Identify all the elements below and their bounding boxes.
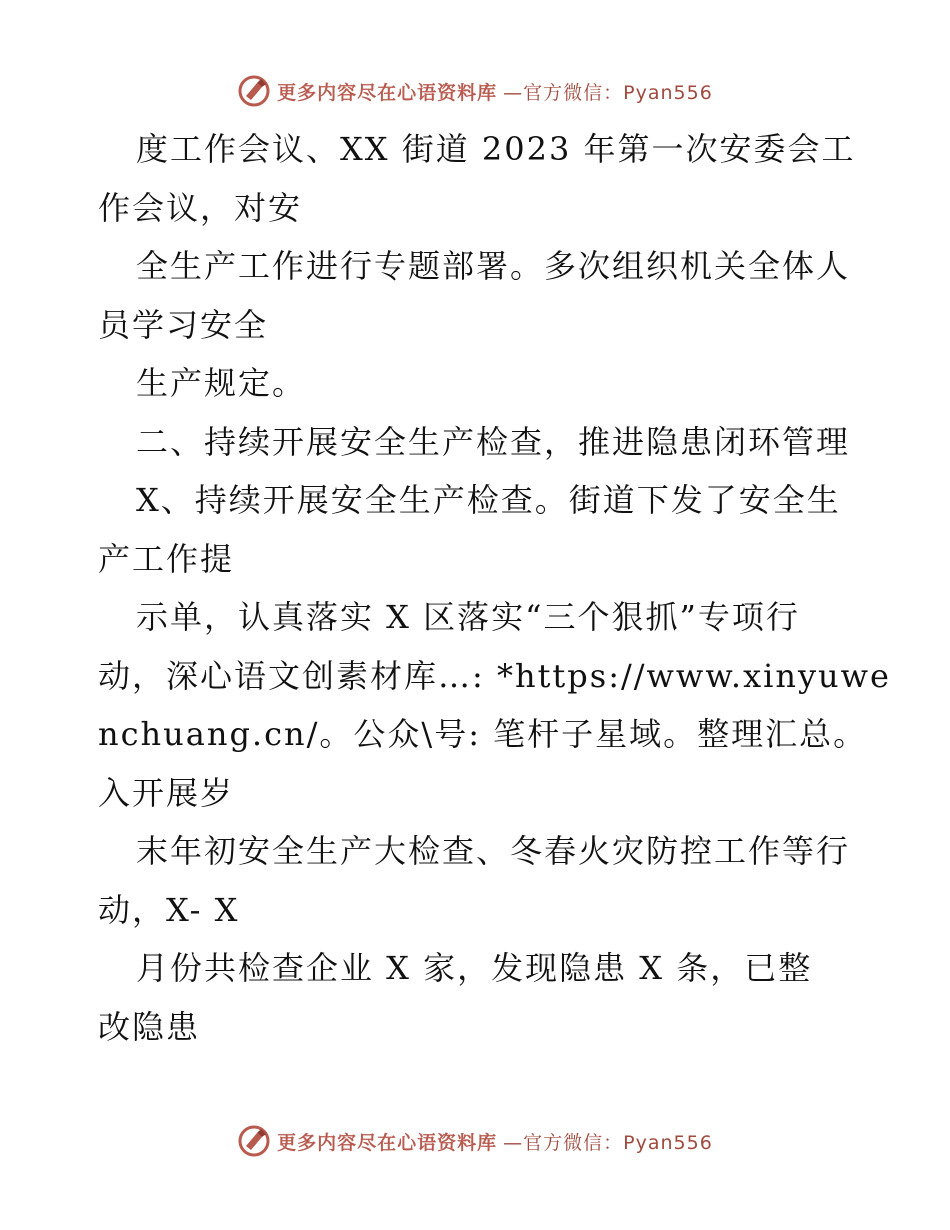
text-line: 示单，认真落实 X 区落实“三个狠抓”专项行 <box>136 598 800 636</box>
text-line: 作会议，对安 <box>98 188 303 227</box>
text-line: 动，X- X <box>98 890 240 929</box>
header-banner-wechat: —官方微信：Pyan556 <box>503 81 713 104</box>
document-body <box>98 120 891 1056</box>
text-line: 入开展岁 <box>98 773 235 812</box>
text-line: 生产规定。 <box>136 364 307 402</box>
text-line: 产工作提 <box>98 539 235 578</box>
text-line: 改隐患 <box>98 1007 201 1046</box>
header-banner-text: 更多内容尽在心语资料库 <box>277 81 498 104</box>
brand-logo-icon <box>237 74 271 108</box>
footer-banner-wechat: —官方微信：Pyan556 <box>503 1131 713 1154</box>
brand-logo-icon <box>237 1124 271 1158</box>
footer-banner-text: 更多内容尽在心语资料库 <box>277 1131 498 1154</box>
text-line: X、持续开展安全生产检查。街道下发了安全生 <box>136 481 841 519</box>
header-banner <box>0 74 950 108</box>
text-line: 全生产工作进行专题部署。多次组织机关全体人 <box>136 247 851 285</box>
footer-banner <box>0 1124 950 1158</box>
text-line: 度工作会议、XX 街道 2023 年第一次安委会工 <box>136 130 856 168</box>
text-line: 月份共检查企业 X 家，发现隐患 X 条，已整 <box>136 949 813 987</box>
text-line: 末年初安全生产大检查、冬春火灾防控工作等行 <box>136 832 851 870</box>
text-line: 员学习安全 <box>98 305 269 344</box>
section-heading: 二、持续开展安全生产检查，推进隐患闭环管理 <box>136 422 851 461</box>
text-line: nchuang.cn/。公众\号: 笔杆子星域。整理汇总。 <box>98 715 868 753</box>
text-line: 动，深心语文创素材库…: *https://www.xinyuwe <box>98 656 891 695</box>
